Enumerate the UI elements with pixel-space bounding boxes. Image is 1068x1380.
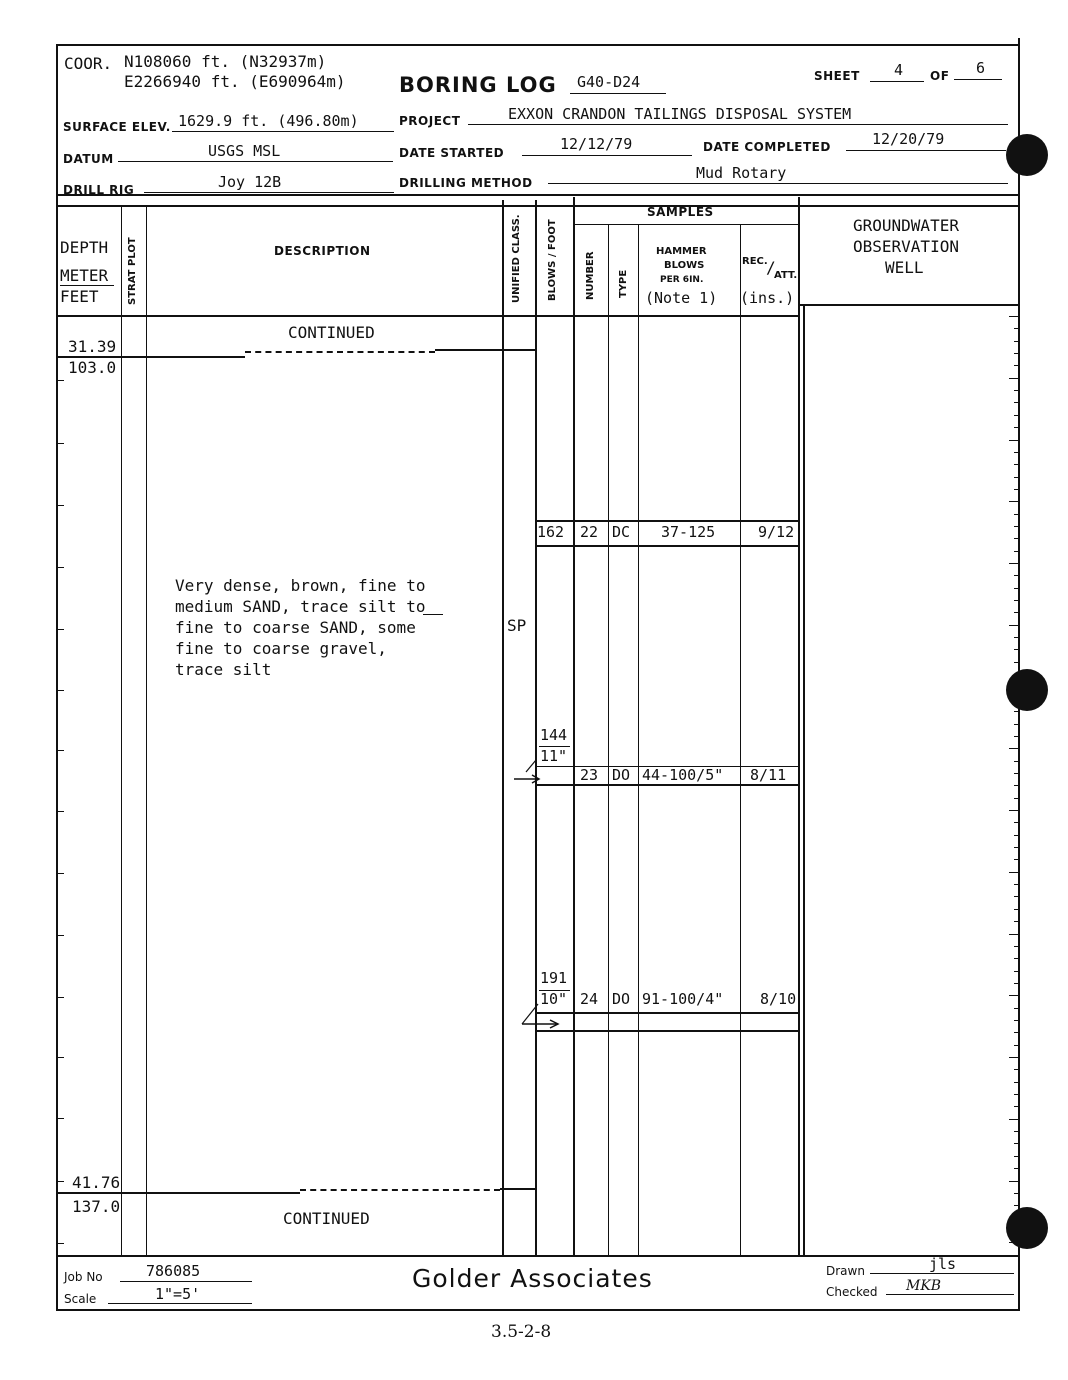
bottom-feet: 137.0 [72, 1197, 121, 1216]
scale-minor-tick [1014, 600, 1019, 601]
scale-minor-tick [1014, 1143, 1019, 1144]
scale-major-tick [1009, 810, 1019, 811]
scale-major-tick [1009, 1242, 1019, 1243]
strat-plot-header: STRAT PLOT [127, 237, 138, 305]
scale-major-tick [1009, 316, 1019, 317]
scale-minor-tick [1014, 835, 1019, 836]
scale-minor-tick [1014, 1082, 1019, 1083]
scale-minor-tick [1014, 551, 1019, 552]
scale-minor-tick [1014, 1230, 1019, 1231]
scale-major-tick [1009, 625, 1019, 626]
bottom-meter: 41.76 [72, 1173, 121, 1192]
depth-tick [58, 629, 64, 630]
col-div-description [502, 200, 504, 1255]
unified-class-header: UNIFIED CLASS. [511, 214, 522, 303]
number-header: NUMBER [585, 251, 596, 300]
frame-left [56, 44, 58, 1310]
top-feet: 103.0 [68, 358, 117, 377]
bottom-boundary-solid-right [500, 1188, 535, 1190]
drill-rig: Joy 12B [218, 173, 282, 191]
sheet-total-underline [954, 79, 1002, 80]
scale-minor-tick [1014, 822, 1019, 823]
scale-minor-tick [1014, 1106, 1019, 1107]
checked-signature: MKB [906, 1278, 942, 1294]
feet-header: FEET [60, 287, 99, 306]
sample-24-arrow-icon [518, 1002, 562, 1030]
scale-minor-tick [1014, 464, 1019, 465]
scale-minor-tick [1014, 1218, 1019, 1219]
depth-tick [58, 505, 64, 506]
depth-tick [58, 1118, 64, 1119]
col-div-well [803, 304, 805, 1255]
scale-minor-tick [1014, 415, 1019, 416]
scale-minor-tick [1014, 489, 1019, 490]
date-started-label: DATE STARTED [399, 146, 505, 160]
sample-22-number: 22 [580, 523, 599, 541]
sample-23-bottom-line [535, 784, 800, 786]
rec-slash: / [766, 258, 776, 277]
scale-minor-tick [1014, 1045, 1019, 1046]
sample-24-rec: 8/10 [760, 990, 797, 1008]
scale-minor-tick [1014, 921, 1019, 922]
scale-minor-tick [1014, 1020, 1019, 1021]
drilling-method: Mud Rotary [696, 164, 787, 182]
of-label: OF [930, 69, 950, 83]
sheet-number: 4 [894, 61, 904, 79]
date-completed-label: DATE COMPLETED [703, 140, 831, 154]
scale-minor-tick [1014, 1156, 1019, 1157]
frame-bottom [56, 1309, 1020, 1311]
scale-major-tick [1009, 1057, 1019, 1058]
rec-units: (ins.) [740, 289, 795, 307]
scale-minor-tick [1014, 896, 1019, 897]
scale-minor-tick [1014, 353, 1019, 354]
type-header: TYPE [618, 269, 629, 298]
scale-minor-tick [1014, 452, 1019, 453]
header-bottom-line [56, 194, 1018, 196]
job-no-underline [120, 1281, 252, 1282]
col-div-number [608, 225, 609, 1255]
date-started-underline [522, 155, 692, 156]
groundwater-header-1: GROUNDWATER [853, 216, 959, 235]
top-meter: 31.39 [68, 337, 117, 356]
scale-minor-tick [1014, 662, 1019, 663]
scale-minor-tick [1014, 859, 1019, 860]
hammer-note: (Note 1) [645, 289, 718, 307]
col-div-blows [573, 197, 575, 1255]
scale-minor-tick [1014, 514, 1019, 515]
date-completed: 12/20/79 [872, 130, 945, 148]
scale-minor-tick [1014, 798, 1019, 799]
top-boundary-solid-right [435, 349, 535, 351]
scale-major-tick [1009, 1181, 1019, 1182]
scale-major-tick [1009, 687, 1019, 688]
depth-tick [58, 567, 64, 568]
scale-minor-tick [1014, 1168, 1019, 1169]
continued-bottom: CONTINUED [283, 1209, 370, 1228]
scale-minor-tick [1014, 674, 1019, 675]
surface-elev-label: SURFACE ELEV. [63, 120, 171, 134]
scale-major-tick [1009, 872, 1019, 873]
sample-23-type: DO [612, 766, 631, 784]
sample-23-hammer: 44-100/5" [642, 766, 724, 784]
scale-label: Scale [64, 1292, 97, 1306]
scale: 1"=5' [155, 1285, 201, 1303]
description-line-4: fine to coarse gravel, [175, 639, 387, 658]
sample-23-arrow-icon [512, 758, 542, 784]
depth-tick [58, 380, 64, 381]
depth-tick [58, 873, 64, 874]
depth-tick [58, 1057, 64, 1058]
scale-major-tick [1009, 501, 1019, 502]
depth-tick [58, 1243, 64, 1244]
bottom-boundary-dashed [300, 1189, 500, 1191]
scale-minor-tick [1014, 1131, 1019, 1132]
depth-tick [58, 997, 64, 998]
drawn: jls [929, 1255, 957, 1273]
depth-tick [58, 750, 64, 751]
datum-label: DATUM [63, 152, 114, 166]
description-line-1: Very dense, brown, fine to [175, 576, 426, 595]
sheet-number-underline [870, 81, 924, 82]
sample-22-bottom-line [535, 545, 798, 547]
checked-label: Checked [826, 1285, 878, 1299]
scale-minor-tick [1014, 1032, 1019, 1033]
scale-minor-tick [1014, 699, 1019, 700]
col-div-unified [535, 200, 537, 1255]
description-header: DESCRIPTION [274, 244, 371, 258]
col-div-strat [146, 205, 147, 1255]
meter-feet-divider [60, 285, 114, 286]
col-div-hammer [740, 225, 741, 1255]
punch-hole-middle [1006, 669, 1048, 711]
sample-23-blows-sub: 11" [540, 747, 568, 765]
att-header: ATT. [774, 270, 798, 281]
scale-minor-tick [1014, 724, 1019, 725]
sample-22-blows-foot: 162 [537, 523, 565, 541]
scale-minor-tick [1014, 946, 1019, 947]
page-title: BORING LOG [399, 73, 557, 97]
punch-hole-top [1006, 134, 1048, 176]
depth-tick [58, 690, 64, 691]
sample-22-top-line [535, 520, 798, 522]
description-line-2: medium SAND, trace silt to [175, 597, 426, 616]
description-line-5: trace silt [175, 660, 272, 679]
scale-minor-tick [1014, 711, 1019, 712]
drilling-method-underline [548, 183, 1008, 184]
drill-rig-underline [144, 192, 394, 193]
sample-23-blows-foot: 144 [540, 726, 568, 744]
scale-minor-tick [1014, 427, 1019, 428]
coor-label: COOR. [64, 54, 113, 73]
scale-minor-tick [1014, 477, 1019, 478]
sample-24-blows-foot: 191 [540, 969, 568, 987]
footer-top-line [56, 1255, 1020, 1257]
coor-north: N108060 ft. (N32937m) [124, 52, 327, 71]
scale-major-tick [1009, 995, 1019, 996]
project-underline [468, 124, 1008, 125]
scale-minor-tick [1014, 575, 1019, 576]
scale-minor-tick [1014, 402, 1019, 403]
checked-underline [886, 1294, 1014, 1295]
header-bottom-line-2 [56, 205, 1018, 207]
hammer-header-1: HAMMER [656, 246, 707, 257]
sample-23-rec: 8/11 [750, 766, 787, 784]
hammer-header-2: BLOWS [664, 260, 705, 271]
scale-minor-tick [1014, 526, 1019, 527]
description-line-3: fine to coarse SAND, some [175, 618, 416, 637]
scale-minor-tick [1014, 365, 1019, 366]
scale-minor-tick [1014, 847, 1019, 848]
groundwater-header-2: OBSERVATION [853, 237, 959, 256]
datum-underline [118, 161, 393, 162]
boring-id-underline [570, 93, 666, 94]
scale-minor-tick [1014, 1069, 1019, 1070]
scale-minor-tick [1014, 637, 1019, 638]
job-no-label: Job No [64, 1270, 103, 1284]
scale-major-tick [1009, 563, 1019, 564]
top-boundary-dashed [245, 351, 435, 353]
scale-minor-tick [1014, 1094, 1019, 1095]
col-div-depth [121, 205, 122, 1255]
coor-east: E2266940 ft. (E690964m) [124, 72, 346, 91]
drilling-method-label: DRILLING METHOD [399, 176, 533, 190]
groundwater-header-3: WELL [885, 258, 924, 277]
surface-elev-underline [172, 131, 394, 132]
scale-major-tick [1009, 440, 1019, 441]
sheet-label: SHEET [814, 69, 860, 83]
scale-minor-tick [1014, 983, 1019, 984]
sample-24-number: 24 [580, 990, 599, 1008]
scale-underline [108, 1303, 252, 1304]
depth-tick [58, 443, 64, 444]
scale-minor-tick [1014, 612, 1019, 613]
depth-header: DEPTH [60, 238, 109, 257]
bottom-boundary-solid [58, 1192, 300, 1194]
project-label: PROJECT [399, 114, 461, 128]
project: EXXON CRANDON TAILINGS DISPOSAL SYSTEM [508, 105, 852, 123]
rec-header: REC. [742, 256, 768, 267]
meter-header: METER [60, 266, 109, 285]
scale-major-tick [1009, 934, 1019, 935]
continued-top: CONTINUED [288, 323, 375, 342]
scale-minor-tick [1014, 649, 1019, 650]
scale-minor-tick [1014, 328, 1019, 329]
blows-foot-header: BLOWS / FOOT [547, 219, 558, 301]
datum: USGS MSL [208, 142, 281, 160]
sample-22-hammer: 37-125 [661, 523, 716, 541]
samples-header: SAMPLES [647, 205, 714, 219]
scale-minor-tick [1014, 958, 1019, 959]
drawn-underline [870, 1273, 1014, 1274]
scale-minor-tick [1014, 884, 1019, 885]
job-no: 786085 [146, 1262, 201, 1280]
to-underline [423, 614, 443, 615]
sample-22-rec: 9/12 [758, 523, 795, 541]
scale-major-tick [1009, 1119, 1019, 1120]
column-header-bottom-line-right [798, 304, 1020, 306]
boring-id: G40-D24 [577, 73, 641, 91]
sample-24-type: DO [612, 990, 631, 1008]
col-div-rec [798, 197, 800, 1255]
drawn-label: Drawn [826, 1264, 865, 1278]
sample-23-number: 23 [580, 766, 599, 784]
scale-minor-tick [1014, 773, 1019, 774]
scale-minor-tick [1014, 761, 1019, 762]
column-header-bottom-line [56, 315, 798, 317]
depth-tick [58, 811, 64, 812]
scale-minor-tick [1014, 785, 1019, 786]
scale-minor-tick [1014, 538, 1019, 539]
scale-minor-tick [1014, 1008, 1019, 1009]
sample-24-top-line [535, 1012, 800, 1014]
unified-class-value: SP [507, 616, 527, 635]
scale-minor-tick [1014, 341, 1019, 342]
drill-rig-label: DRILL RIG [63, 183, 135, 197]
col-div-type [638, 225, 639, 1255]
company-name: Golder Associates [412, 1264, 653, 1293]
scale-major-tick [1009, 378, 1019, 379]
frame-top [56, 44, 1018, 46]
scale-minor-tick [1014, 909, 1019, 910]
date-completed-underline [846, 150, 1006, 151]
sheet-total: 6 [976, 59, 986, 77]
scale-minor-tick [1014, 390, 1019, 391]
scale-minor-tick [1014, 971, 1019, 972]
sample-24-bottom-line [535, 1030, 800, 1032]
sample-24-hammer: 91-100/4" [642, 990, 724, 1008]
hammer-header-3: PER 6IN. [660, 275, 704, 285]
scale-major-tick [1009, 748, 1019, 749]
scale-minor-tick [1014, 1193, 1019, 1194]
scale-minor-tick [1014, 588, 1019, 589]
scale-minor-tick [1014, 1205, 1019, 1206]
samples-header-line [573, 224, 798, 225]
page-number: 3.5-2-8 [491, 1322, 552, 1342]
scale-minor-tick [1014, 736, 1019, 737]
surface-elev: 1629.9 ft. (496.80m) [178, 112, 359, 130]
date-started: 12/12/79 [560, 135, 633, 153]
sample-22-type: DC [612, 523, 631, 541]
depth-tick [58, 1181, 64, 1182]
depth-tick [58, 935, 64, 936]
sample-24-blows-sub: 10" [540, 990, 568, 1008]
